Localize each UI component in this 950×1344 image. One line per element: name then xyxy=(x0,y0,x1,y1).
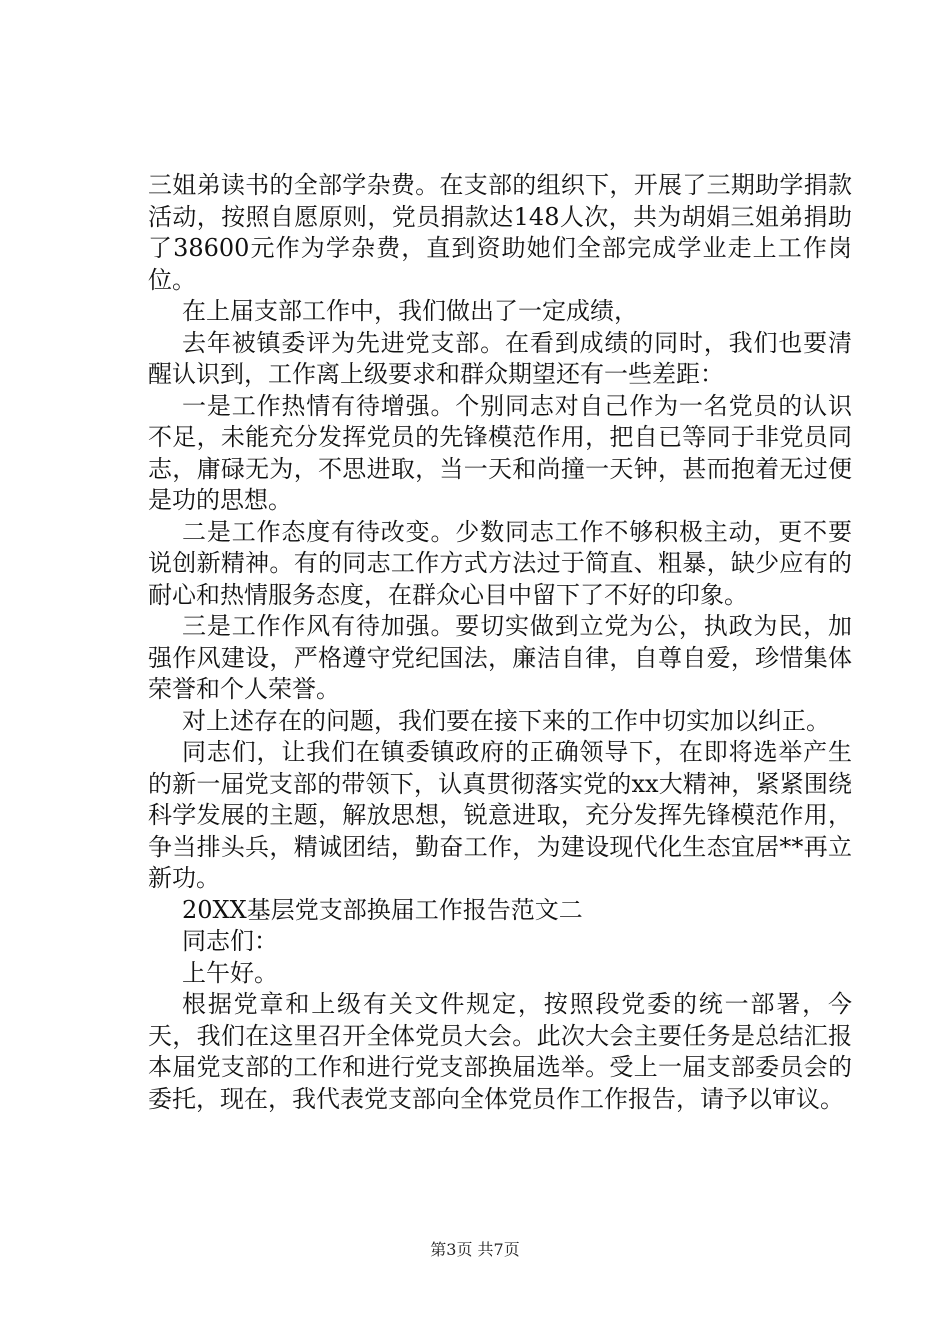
paragraph-tuition-donation: 三姐弟读书的全部学杂费。在支部的组织下，开展了三期助学捐款活动，按照自愿原则，党员捐款达148人次，共为胡娟三姐弟捐助了38600元作为学杂费，直到资助她们全部完成学业走上工作岗位。 xyxy=(148,171,852,294)
paragraph-issue-enthusiasm: 一是工作热情有待增强。个别同志对自己作为一名党员的认识不足，未能充分发挥党员的先锋模范作用，把自已等同于非党员同志，庸碌无为，不思进取，当一天和尚撞一天钟，甚而抱着无过便是功的思想。 xyxy=(148,391,852,514)
salutation: 同志们： xyxy=(182,927,278,955)
paragraph-meeting-intro: 根据党章和上级有关文件规定，按照段党委的统一部署，今天，我们在这里召开全体党员大会。此次大会主要任务是总结汇报本届党支部的工作和进行党支部换届选举。受上一届支部委员会的委托，现在，我代表党支部向全体党员作工作报告，请予以审议。 xyxy=(148,990,852,1113)
document-body xyxy=(148,170,852,1115)
greeting: 上午好。 xyxy=(182,958,278,987)
paragraph-correction: 对上述存在的问题，我们要在接下来的工作中切实加以纠正。 xyxy=(182,706,830,735)
page-number-footer: 第3页 共7页 xyxy=(430,1240,520,1259)
paragraph-issue-style: 三是工作作风有待加强。要切实做到立党为公，执政为民，加强作风建设，严格遵守党纪国法，廉洁自律，自尊自爱，珍惜集体荣誉和个人荣誉。 xyxy=(148,612,852,703)
paragraph-achievements: 在上届支部工作中，我们做出了一定成绩， xyxy=(182,297,638,325)
paragraph-advanced-branch: 去年被镇委评为先进党支部。在看到成绩的同时，我们也要清醒认识到，工作离上级要求和群众期望还有一些差距： xyxy=(148,328,852,388)
paragraph-issue-attitude: 二是工作态度有待改变。少数同志工作不够积极主动，更不要说创新精神。有的同志工作方式方法过于简直、粗暴，缺少应有的耐心和热情服务态度，在群众心目中留下了不好的印象。 xyxy=(148,517,852,609)
section-heading: 20XX基层党支部换届工作报告范文二 xyxy=(182,895,583,924)
paragraph-closing-call: 同志们，让我们在镇委镇政府的正确领导下，在即将选举产生的新一届党支部的带领下，认真贯彻落实党的xx大精神，紧紧围绕科学发展的主题，解放思想，锐意进取，充分发挥先锋模范作用，争当排头兵，精诚团结，勤奋工作，为建设现代化生态宜居**再立新功。 xyxy=(148,738,852,892)
